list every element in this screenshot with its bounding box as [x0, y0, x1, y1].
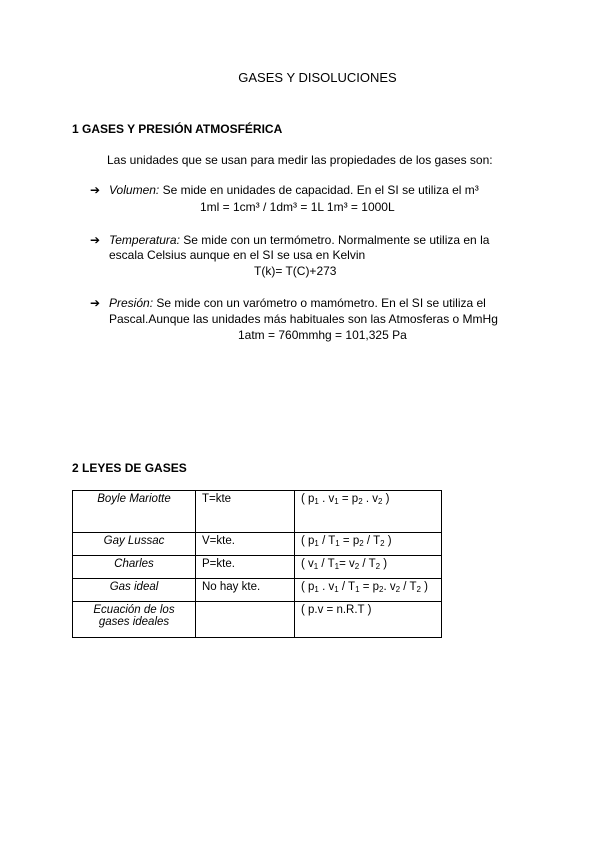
law-condition: T=kte	[196, 491, 295, 533]
law-name: Gay Lussac	[73, 533, 196, 556]
law-condition	[196, 602, 295, 638]
section2-heading: 2 LEYES DE GASES	[72, 461, 187, 475]
law-formula: ( $p_1$ . $v_1 = p_2$ . $v_2$ )	[295, 491, 442, 533]
document-title: GASES Y DISOLUCIONES	[238, 70, 397, 85]
law-name: Gas ideal	[73, 579, 196, 602]
bullet-volumen	[109, 183, 479, 197]
bullet-term: Volumen:	[109, 183, 160, 197]
law-name: Boyle Mariotte	[73, 491, 196, 533]
table-row	[73, 533, 442, 556]
law-condition: V=kte.	[196, 533, 295, 556]
table-row	[73, 556, 442, 579]
arrow-icon: ➔	[90, 183, 101, 197]
arrow-icon: ➔	[90, 233, 101, 247]
bullet-term: Temperatura:	[109, 233, 180, 247]
bullet-text: Se mide con un termómetro. Normalmente se utiliza en la	[179, 233, 490, 247]
law-condition: No hay kte.	[196, 579, 295, 602]
bullet-line2: Pascal.Aunque las unidades más habituales son las Atmosferas o MmHg	[109, 312, 498, 326]
section1-heading: 1 GASES Y PRESIÓN ATMOSFÉRICA	[72, 122, 283, 136]
bullet-formula: T(k)= T(C)+273	[254, 264, 337, 278]
bullet-presion	[109, 296, 486, 310]
bullet-formula: 1atm = 760mmhg = 101,325 Pa	[238, 328, 407, 342]
gas-laws-table	[72, 490, 442, 638]
law-formula: ( p.v = n.R.T )	[295, 602, 442, 638]
bullet-formula: 1ml = 1cm³ / 1dm³ = 1L 1m³ = 1000L	[200, 200, 395, 214]
arrow-icon: ➔	[90, 296, 101, 310]
section1-intro: Las unidades que se usan para medir las propiedades de los gases son:	[107, 153, 493, 167]
law-name: Ecuación de los gases ideales	[73, 602, 196, 638]
bullet-text: Se mide con un varómetro o mamómetro. En el SI se utiliza el	[153, 296, 486, 310]
law-formula: ( $v_1 / T_1= v_2 / T_2$ )	[295, 556, 442, 579]
bullet-line2: escala Celsius aunque en el SI se usa en Kelvin	[109, 248, 366, 262]
table-row	[73, 602, 442, 638]
bullet-temperatura	[109, 233, 489, 247]
law-formula: ( $p_1 / T_1 = p_2 / T_2$ )	[295, 533, 442, 556]
law-formula: ( $p_1$ . $v_1 / T_1 = p_2$. $v_2 / T_2$ )	[295, 579, 442, 602]
bullet-text: Se mide en unidades de capacidad. En el SI se utiliza el m³	[159, 183, 479, 197]
law-name: Charles	[73, 556, 196, 579]
table-row	[73, 491, 442, 533]
bullet-term: Presión:	[109, 296, 154, 310]
table-row	[73, 579, 442, 602]
law-condition: P=kte.	[196, 556, 295, 579]
